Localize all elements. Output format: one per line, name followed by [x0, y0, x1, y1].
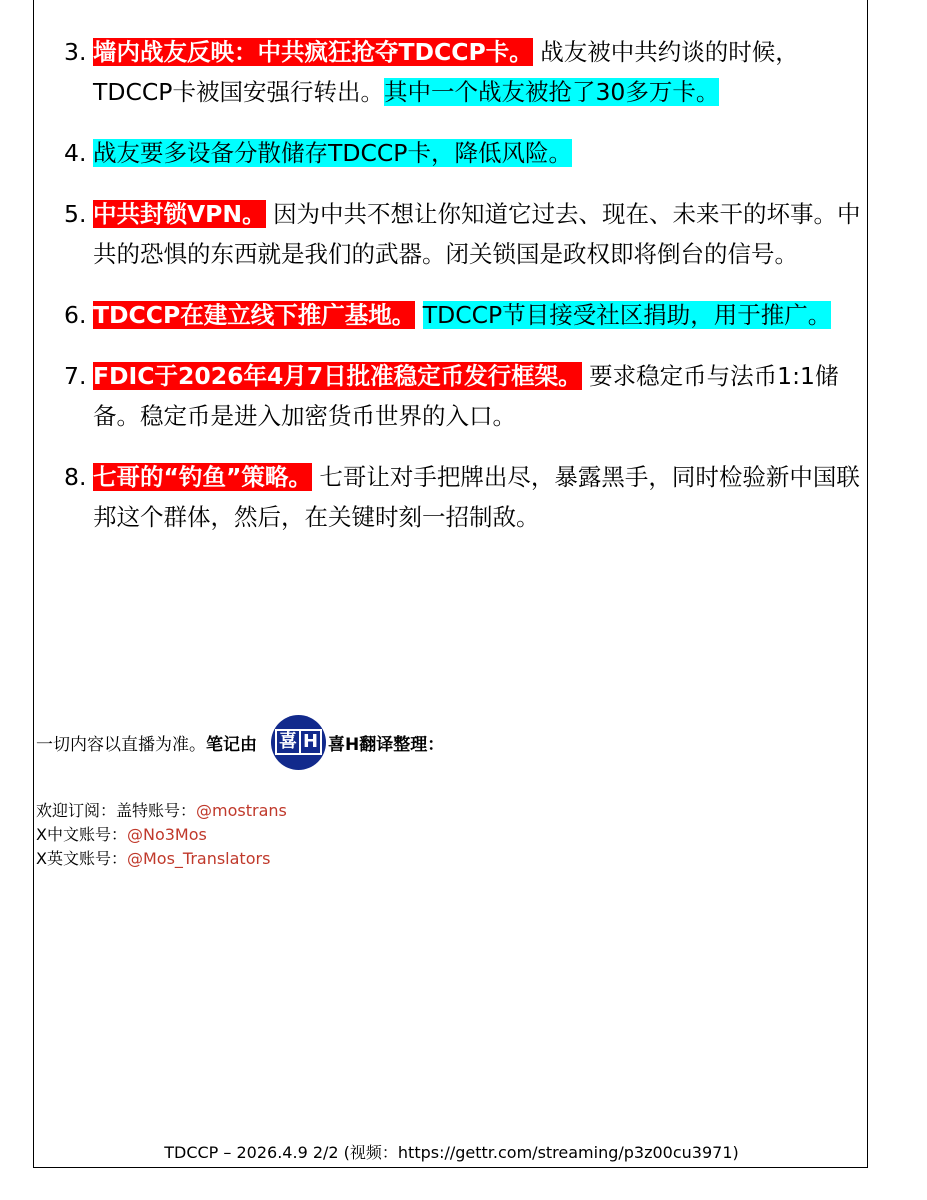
translator-logo-icon: [271, 715, 326, 770]
list-item: [64, 194, 864, 274]
logo-left-glyph: 喜: [278, 731, 297, 752]
x-chinese-link[interactable]: @No3Mos: [126, 825, 207, 844]
subscribe-row: [36, 799, 287, 823]
item-text: 要求稳定币与法币1:1储备。稳定币是进入加密货币世界的入口。: [93, 362, 839, 430]
x-english-link[interactable]: @Mos_Translators: [126, 849, 271, 868]
cyan-highlight: 其中一个战友被抢了30多万卡。: [383, 78, 720, 106]
item-number: 3.: [64, 38, 87, 66]
item-text: 七哥让对手把牌出尽，暴露黑手，同时检验新中国联邦这个群体，然后，在关键时刻一招制敌。: [93, 463, 860, 531]
cyan-highlight: TDCCP节目接受社区捐助，用于推广。: [422, 301, 832, 329]
list-item: [64, 295, 864, 335]
credit-note: 笔记由: [206, 734, 257, 755]
subscribe-label: 欢迎订阅：盖特账号：: [36, 801, 197, 820]
item-number: 4.: [64, 139, 87, 167]
page-footer: TDCCP – 2026.4.9 2/2 (视频：https://gettr.com/streaming/p3z00cu3971): [164, 1143, 739, 1162]
item-number: 5.: [64, 200, 87, 228]
subscribe-label: X英文账号：: [36, 849, 127, 868]
document-page: [33, 0, 868, 1168]
logo-right-glyph: H: [299, 731, 320, 753]
subscribe-row: [36, 847, 287, 871]
list-item: [64, 457, 864, 537]
item-number: 7.: [64, 362, 87, 390]
cyan-highlight: 战友要多设备分散储存TDCCP卡，降低风险。: [93, 139, 572, 167]
subscribe-row: [36, 823, 287, 847]
credit-suffix: 喜H翻译整理：: [328, 734, 445, 755]
subscribe-label: X中文账号：: [36, 825, 127, 844]
red-highlight: 中共封锁VPN。: [93, 200, 266, 228]
credit-prefix: 一切内容以直播为准。: [36, 734, 206, 755]
item-number: 6.: [64, 301, 87, 329]
list-item: [64, 356, 864, 436]
item-text: 因为中共不想让你知道它过去、现在、未来干的坏事。中共的恐惧的东西就是我们的武器。闭关锁国是政权即将倒台的信号。: [93, 200, 861, 268]
gettr-link[interactable]: @mostrans: [196, 801, 287, 820]
red-highlight: TDCCP在建立线下推广基地。: [93, 301, 416, 329]
list-item: [64, 133, 864, 173]
list-item: [64, 32, 864, 112]
item-number: 8.: [64, 463, 87, 491]
red-highlight: 七哥的“钓鱼”策略。: [93, 463, 312, 491]
item-list: [64, 32, 864, 558]
credit-line: [36, 725, 444, 759]
item-text: 战友被中共约谈的时候，TDCCP卡被国安强行转出。: [93, 38, 799, 106]
red-highlight: 墙内战友反映：中共疯狂抢夺TDCCP卡。: [93, 38, 533, 66]
subscribe-block: [36, 799, 287, 871]
red-highlight: FDIC于2026年4月7日批准稳定币发行框架。: [93, 362, 582, 390]
